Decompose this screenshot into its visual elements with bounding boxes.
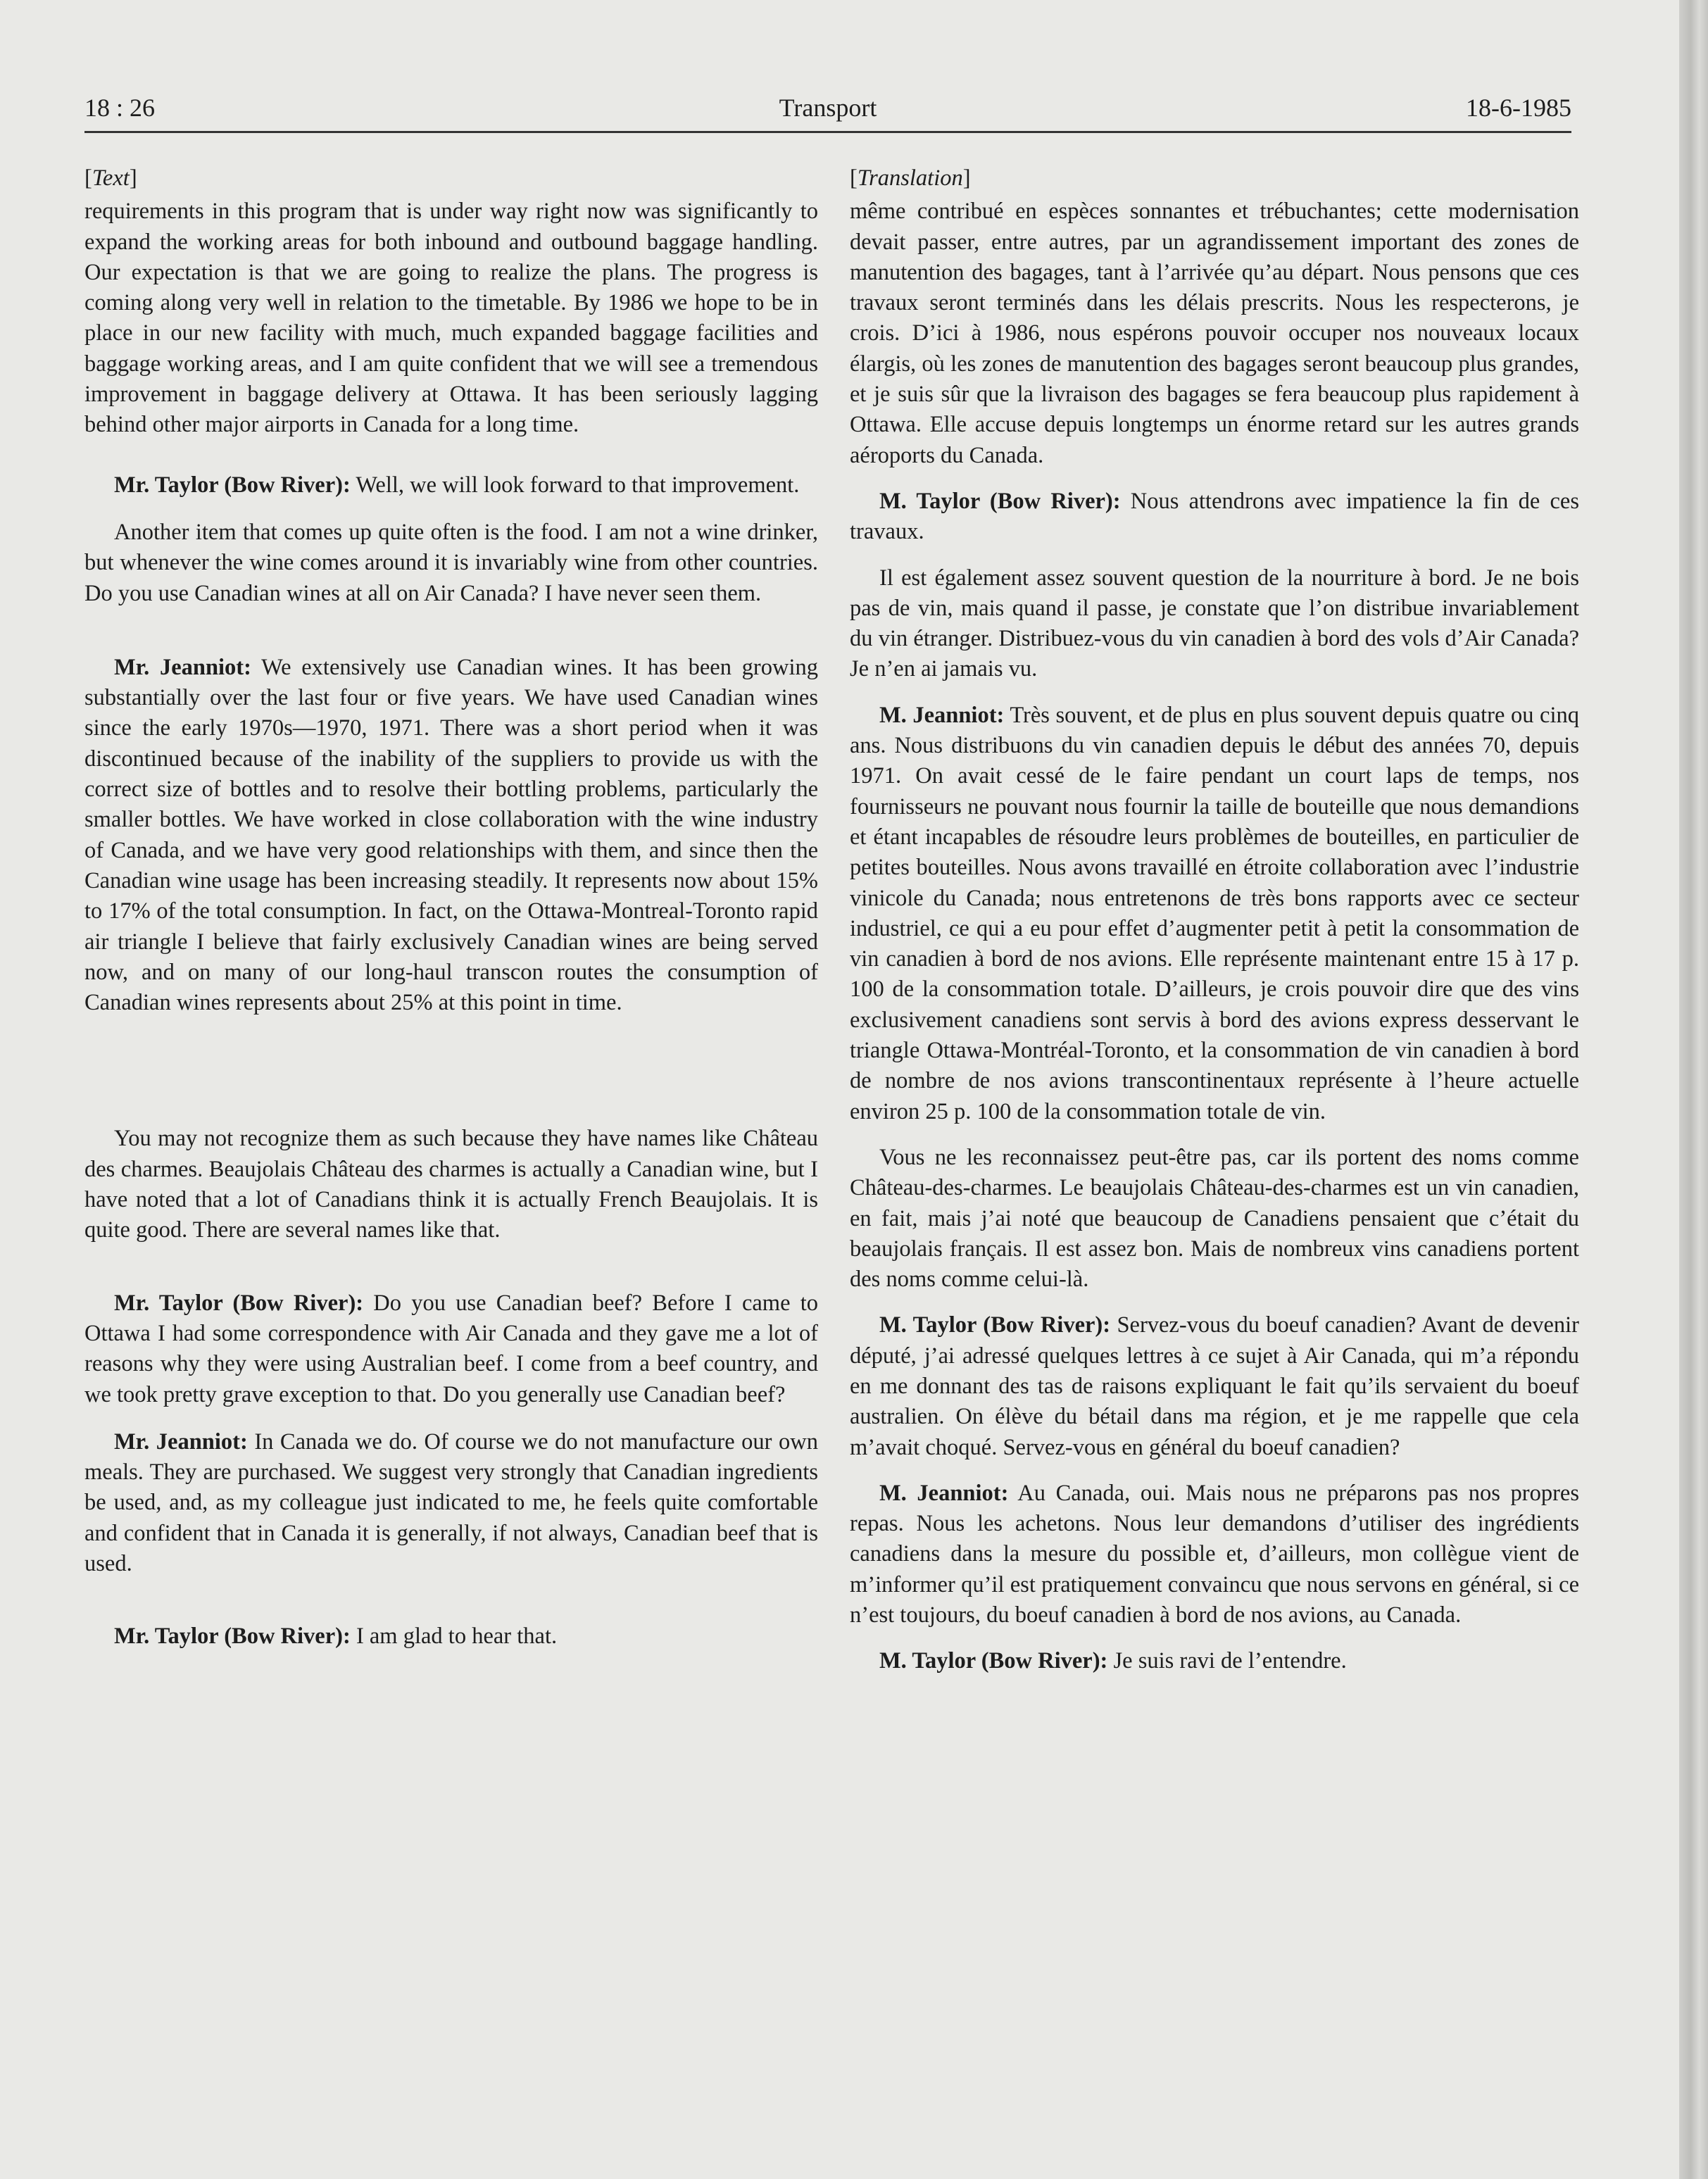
paragraph: You may not recognize them as such because they have names like Château des charmes. Beaujolais Château des charmes is actually a Canadian wine, but I have noted that a lot of Canadians think it is actually French Beaujolais. It is quite good. There are several names like that.: [84, 1126, 818, 1243]
paragraph: Mr. Taylor (Bow River): Well, we will look forward to that improvement.: [114, 472, 800, 498]
paragraph: Mr. Jeanniot: We extensively use Canadian wines. It has been growing substantially over the last four or five years. We have used Canadian wines since the early 1970s—1970, 1971. There was a short period when it was discontinued because of the inability of the suppliers to provide us with the correct size of bottles and to resolve their bottling problems, particularly the smaller bottles. We have worked in close collaboration with the wine industry of Canada, and we have very good relationships with them, and since then the Canadian wine usage has been increasing steadily. It represents now about 15% to 17% of the total consumption. In fact, on the Ottawa-Montreal-Toronto rapid air triangle I believe that fairly exclusively Canadian wines are being served now, and on many of our long-haul transcon routes the consumption of Canadian wines represents about 25% at this point in time.: [84, 654, 818, 1016]
speaker-name: Mr. Taylor (Bow River):: [114, 472, 351, 498]
speaker-name: Mr. Jeanniot:: [114, 654, 251, 680]
paragraph: Il est également assez souvent question de la nourriture à bord. Je ne bois pas de vin, mais quand il passe, je constate que l’on distribue invariablement du vin étranger. Distribuez-vous du vin canadien à bord des vols d’Air Canada? Je n’en ai jamais vu.: [850, 565, 1579, 682]
page-edge: [1679, 0, 1708, 2179]
paragraph: Mr. Jeanniot: In Canada we do. Of course we do not manufacture our own meals. They are purchased. We suggest very strongly that Canadian ingredients be used, and, as my colleague just indicated to me, he feels quite comfortable and confident that in Canada it is generally, if not always, Canadian beef that is used.: [84, 1428, 818, 1576]
speaker-name: M. Jeanniot:: [879, 702, 1005, 728]
paragraph: M. Jeanniot: Au Canada, oui. Mais nous ne préparons pas nos propres repas. Nous les achetons. Nous leur demandons d’utiliser des ingrédients canadiens dans la mesure du possible et, d’ailleurs, mon collègue vient de m’informer qu’il est pratiquement convaincu que nous servons en général, si ce n’est toujours, du boeuf canadien à bord de nos avions, au Canada.: [850, 1480, 1579, 1628]
paragraph: M. Taylor (Bow River): Je suis ravi de l’entendre.: [879, 1648, 1347, 1674]
paragraph: Mr. Taylor (Bow River): Do you use Canadian beef? Before I came to Ottawa I had some correspondence with Air Canada and they gave me a lot of reasons why they were using Australian beef. I come from a beef country, and we took pretty grave exception to that. Do you generally use Canadian beef?: [84, 1290, 819, 1407]
speaker-name: Mr. Jeanniot:: [114, 1428, 248, 1455]
french-column: [850, 163, 1579, 1677]
paragraph: Vous ne les reconnaissez peut-être pas, car ils portent des noms comme Château-des-charmes. Le beaujolais Château-des-charmes est un vin canadien, en fait, mais j’ai noté que beaucoup de Canadiens pensaient que c’était du beaujolais français. Il est assez bon. Mais de nombreux vins canadiens portent des noms comme celui-là.: [850, 1144, 1579, 1293]
speaker-name: M. Taylor (Bow River):: [879, 488, 1121, 514]
paragraph: requirements in this program that is under way right now was significantly to expand the working areas for both inbound and outbound baggage handling. Our expectation is that we are going to realize the plans. The progress is coming along very well in relation to the timetable. By 1986 we hope to be in place in our new facility with much, much expanded baggage facilities and baggage working areas, and I am quite confident that we will see a tremendous improvement in baggage delivery at Ottawa. It has been seriously lagging behind other major airports in Canada for a long time.: [84, 199, 818, 438]
paragraph: M. Taylor (Bow River): Nous attendrons avec impatience la fin de ces travaux.: [850, 488, 1579, 545]
speaker-name: Mr. Taylor (Bow River):: [114, 1624, 351, 1650]
speaker-name: Mr. Taylor (Bow River):: [114, 1290, 364, 1316]
paragraph: M. Jeanniot: Très souvent, et de plus en plus souvent depuis quatre ou cinq ans. Nous distribuons du vin canadien depuis le début des années 70, depuis 1971. On avait cessé de le faire pendant un court laps de temps, nos fournisseurs ne pouvant nous fournir la taille de bouteille que nous demandions et étant incapables de résoudre leurs problèmes de bouteilles, en particulier de petites bouteilles. Nous avons travaillé en étroite collaboration avec l’industrie vinicole du Canada; nous entretenons de très bons rapports avec ce secteur industriel, ce qui a eu pour effet d’augmenter petit à petit la consommation de vin canadien à bord de nos avions. Elle représente maintenant entre 15 à 17 p. 100 de la consommation totale. D’ailleurs, je crois pouvoir dire que des vins exclusivement canadiens sont servis à bord des avions express desservant le triangle Ottawa-Montréal-Toronto, et la consommation de vin canadien à bord de nombre de nos avions transcontinentaux représente à l’heure actuelle environ 25 p. 100 de la consommation totale de vin.: [850, 702, 1579, 1124]
page-reference: 18 : 26: [84, 94, 156, 122]
column-label-text: [Text]: [84, 165, 137, 191]
header-date: 18-6-1985: [1466, 94, 1571, 122]
english-column: [84, 163, 818, 1652]
column-label-translation: [Translation]: [850, 165, 971, 191]
speaker-name: M. Taylor (Bow River):: [879, 1312, 1111, 1338]
paragraph: Mr. Taylor (Bow River): I am glad to hear that.: [114, 1624, 558, 1650]
header-title: Transport: [779, 94, 877, 122]
speaker-name: M. Jeanniot:: [879, 1480, 1009, 1506]
page-header: [84, 90, 1571, 133]
paragraph: Another item that comes up quite often is the food. I am not a wine drinker, but whenever the wine comes around it is invariably wine from other countries. Do you use Canadian wines at all on Air Canada? I have never seen them.: [84, 519, 818, 606]
paragraph: même contribué en espèces sonnantes et trébuchantes; cette modernisation devait passer, entre autres, par un agrandissement important des zones de manutention des bagages, tant à l’arrivée qu’au départ. Nous pensons que ces travaux seront terminés dans les délais prescrits. Nous les respecterons, je crois. D’ici à 1986, nous espérons pouvoir occuper nos nouveaux locaux élargis, où les zones de manutention des bagages seront beaucoup plus grandes, et je suis sûr que la livraison des bagages se fera beaucoup plus rapidement à Ottawa. Elle accuse depuis longtemps un énorme retard sur les autres grands aéroports du Canada.: [850, 199, 1579, 468]
paragraph: M. Taylor (Bow River): Servez-vous du boeuf canadien? Avant de devenir député, j’ai adressé quelques lettres à ce sujet à Air Canada, qui m’a répondu en me donnant des tas de raisons expliquant le fait qu’ils servaient du boeuf australien. On élève du bétail dans ma région, et je me rappelle que cela m’avait choqué. Servez-vous en général du boeuf canadien?: [850, 1312, 1579, 1460]
speaker-name: M. Taylor (Bow River):: [879, 1648, 1108, 1674]
